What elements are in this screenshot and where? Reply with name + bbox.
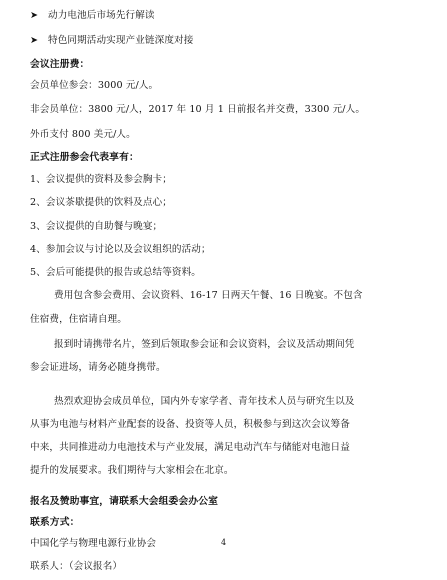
fee-note-line: 住宿费，住宿请自理。 (30, 314, 127, 325)
contact-heading: 报名及赞助事宜，请联系大会组委会办公室 (30, 496, 219, 507)
bullet-item: ➤ 特色同期活动实现产业链深度对接 (30, 35, 194, 46)
fee-member: 会员单位参会：3000 元/人。 (30, 80, 159, 91)
arrow-bullet-icon: ➤ (30, 35, 39, 46)
fee-note-line: 费用包含参会费用、会议资料、16-17 日两天午餐、16 日晚宴。不包含 (54, 290, 363, 301)
contact-person: 联系人：（会议报名） (30, 561, 123, 572)
contact-org: 中国化学与物理电源行业协会 (30, 538, 157, 549)
rights-heading: 正式注册参会代表享有： (30, 152, 139, 163)
rights-item: 3、会议提供的自助餐与晚宴； (30, 221, 163, 232)
rights-item: 1、会议提供的资料及参会胸卡； (30, 174, 172, 185)
fee-foreign: 外币支付 800 美元/人。 (30, 129, 136, 140)
checkin-line: 报到时请携带名片，签到后领取参会证和会议资料，会议及活动期间凭 (54, 339, 355, 350)
arrow-bullet-icon: ➤ (30, 10, 39, 21)
page-number: 4 (220, 538, 227, 547)
checkin-line: 参会证进场，请务必随身携带。 (30, 362, 166, 373)
welcome-line: 中来，共同推进动力电池技术与产业发展，满足电动汽车与储能对电池日益 (30, 442, 350, 453)
bullet-item: ➤ 动力电池后市场先行解读 (30, 10, 155, 21)
rights-item: 4、参加会议与讨论以及会议组织的活动； (30, 244, 211, 255)
welcome-line: 从事为电池与材料产业配套的设备、投资等人员，积极参与到这次会议筹备 (30, 419, 350, 430)
welcome-line: 热烈欢迎协会成员单位，国内外专家学者、青年技术人员与研究生以及 (54, 396, 355, 407)
fee-heading: 会议注册费： (30, 59, 90, 70)
contact-subheading: 联系方式： (30, 517, 80, 528)
fee-nonmember: 非会员单位：3800 元/人，2017 年 10 月 1 日前报名并交费，3300 元/人。 (30, 104, 366, 115)
welcome-line: 提升的发展要求。我们期待与大家相会在北京。 (30, 465, 234, 476)
rights-item: 2、会议茶歇提供的饮料及点心； (30, 197, 172, 208)
rights-item: 5、会后可能提供的报告或总结等资料。 (30, 267, 201, 278)
